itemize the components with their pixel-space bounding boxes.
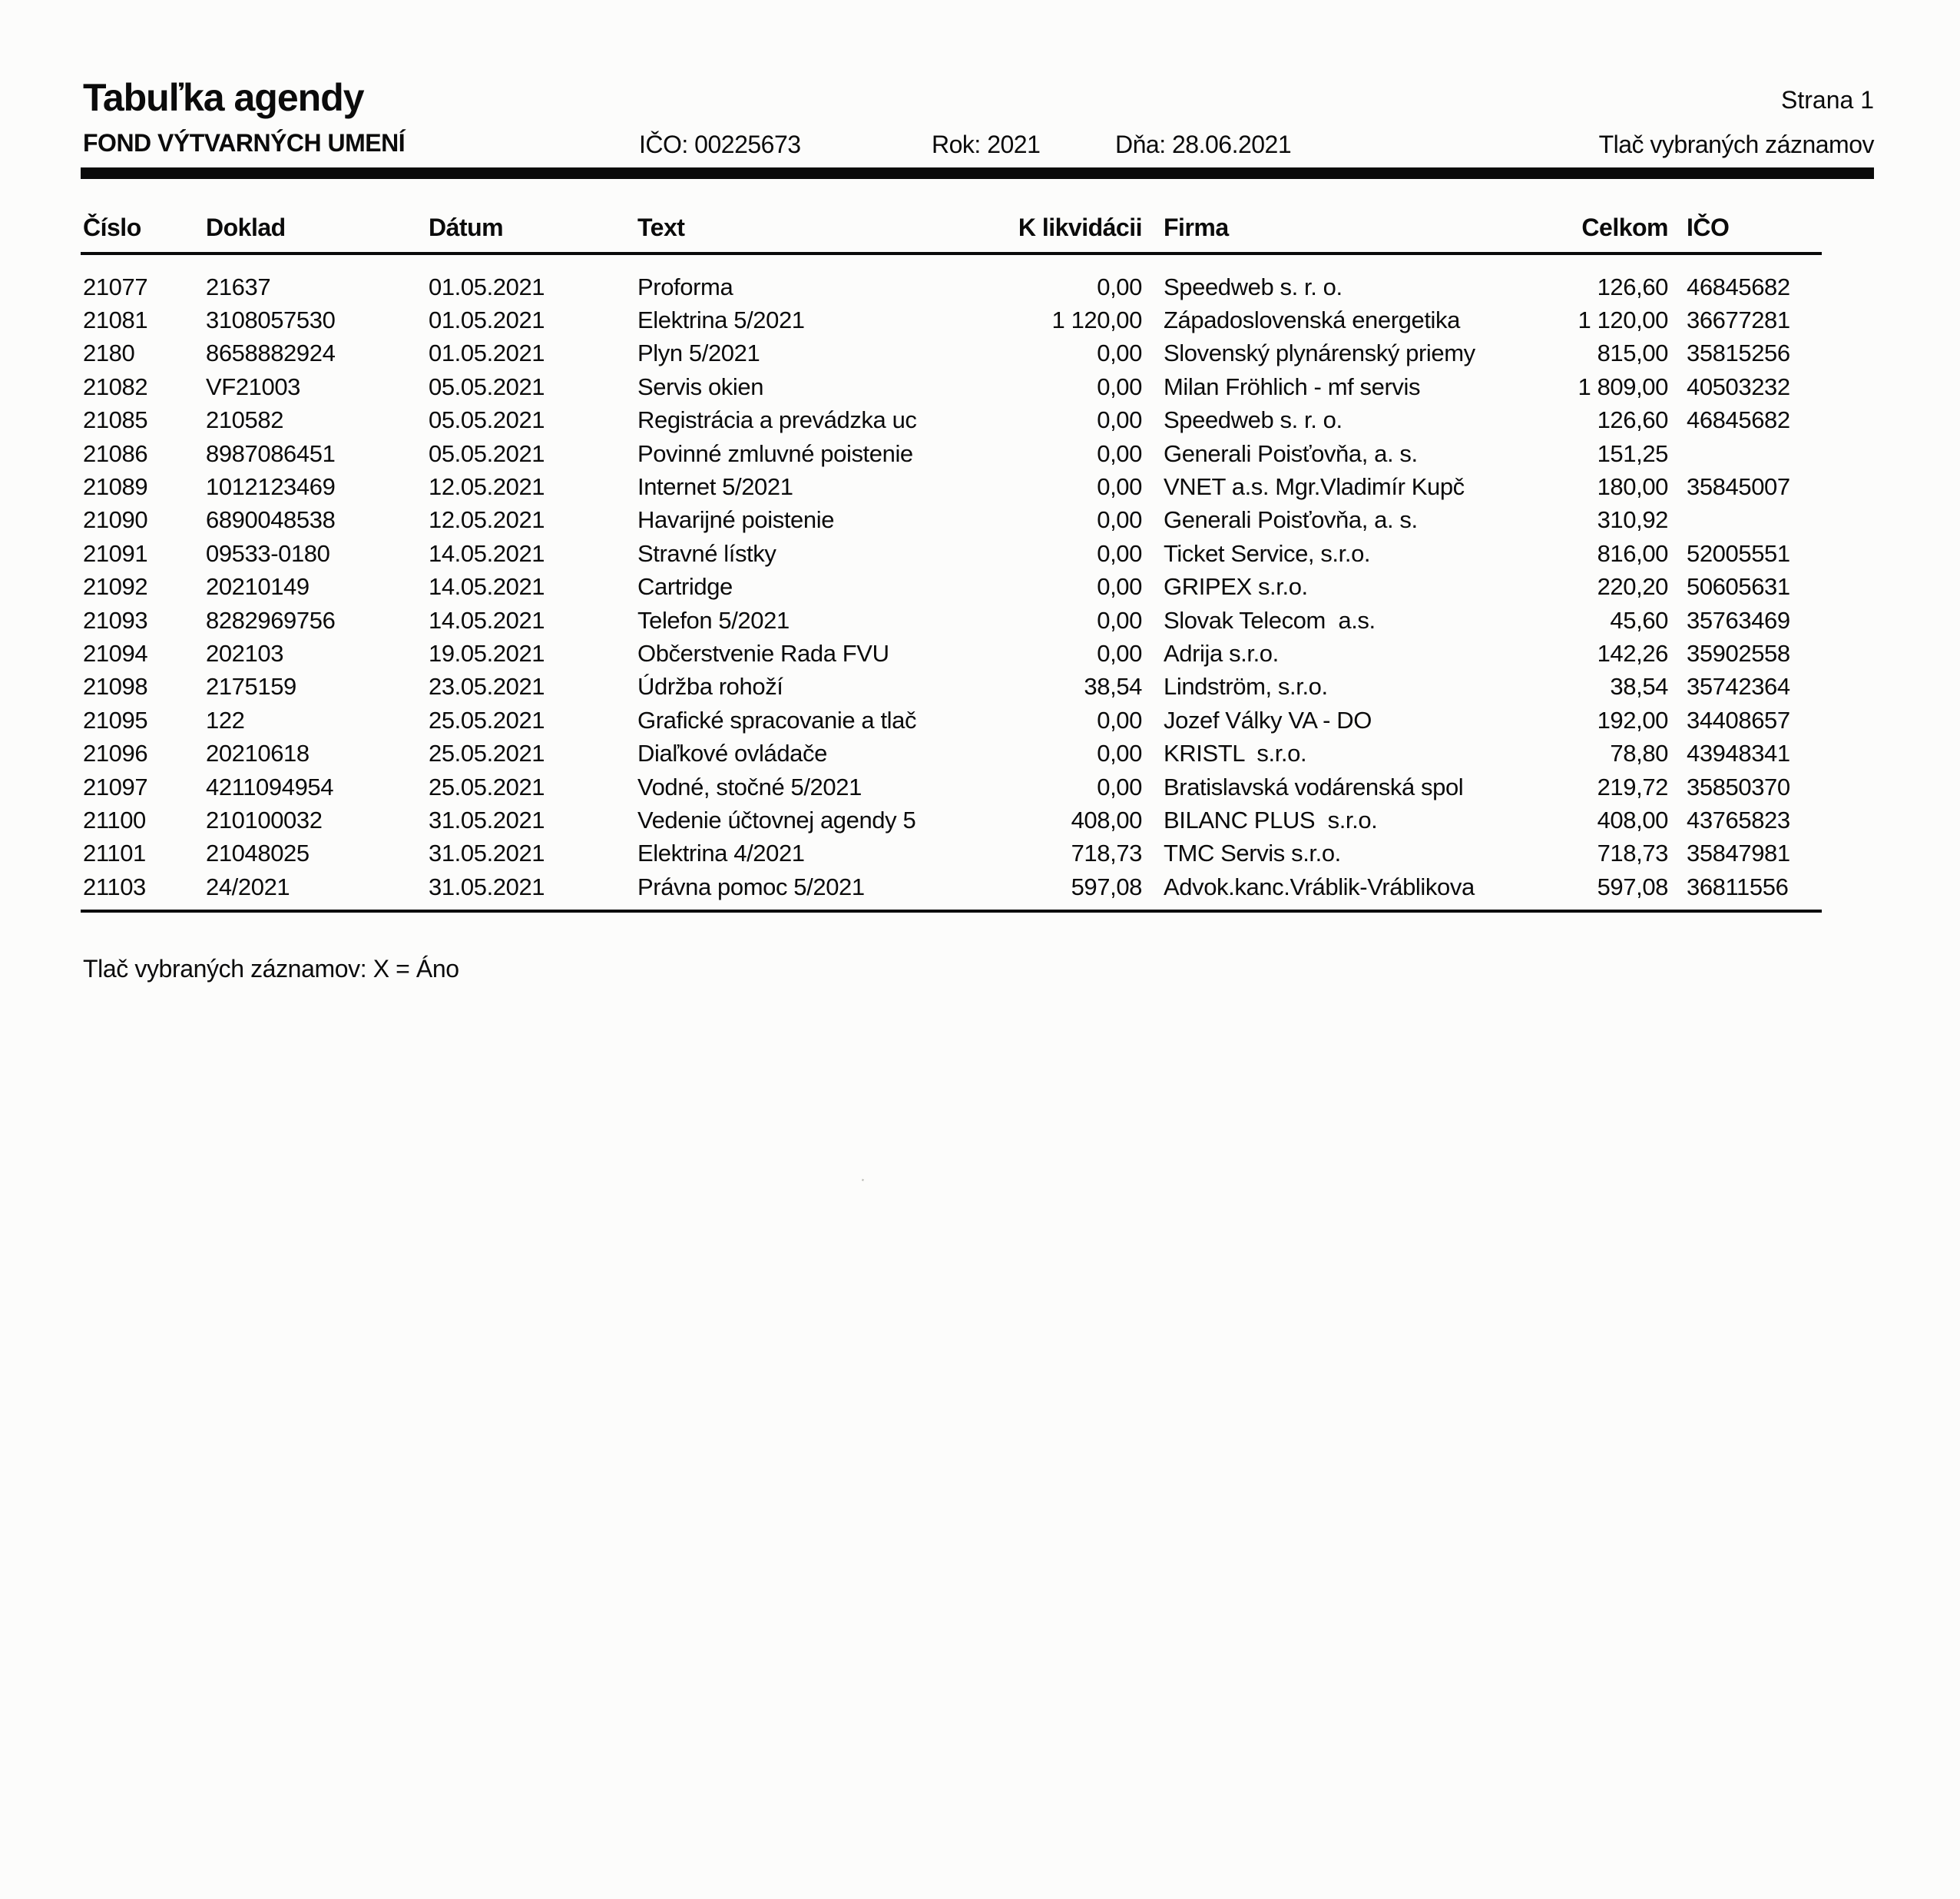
cell-ico: 43765823	[1687, 806, 1790, 834]
cell-firma: Lindström, s.r.o.	[1164, 673, 1328, 701]
cell-text: Stravné lístky	[637, 539, 776, 567]
cell-k-likvidacii: 0,00	[1097, 506, 1142, 534]
cell-firma: Slovenský plynárenský priemy	[1164, 340, 1475, 367]
cell-celkom: 219,72	[1597, 773, 1668, 800]
cell-doklad: 8658882924	[206, 340, 336, 367]
table-row	[81, 437, 1822, 470]
cell-ico: 34408657	[1687, 706, 1790, 734]
cell-datum: 19.05.2021	[429, 639, 545, 667]
cell-ico: 36811556	[1687, 873, 1789, 900]
cell-celkom: 180,00	[1597, 473, 1668, 501]
cell-k-likvidacii: 718,73	[1071, 840, 1142, 867]
cell-celkom: 718,73	[1597, 840, 1668, 867]
cell-ico: 43948341	[1687, 740, 1790, 767]
cell-datum: 25.05.2021	[429, 773, 545, 800]
cell-text: Diaľkové ovládače	[637, 740, 827, 767]
rok-label: Rok:	[932, 131, 981, 158]
cell-ico: 50605631	[1687, 573, 1790, 601]
cell-celkom: 126,60	[1597, 406, 1668, 434]
cell-text: Elektrina 4/2021	[637, 840, 805, 867]
table-row	[81, 671, 1822, 704]
cell-celkom: 597,08	[1597, 873, 1668, 900]
cell-datum: 01.05.2021	[429, 273, 545, 300]
cell-doklad: 1012123469	[206, 473, 336, 501]
table-row	[81, 870, 1822, 903]
table-row	[81, 804, 1822, 837]
cell-k-likvidacii: 0,00	[1097, 606, 1142, 634]
cell-k-likvidacii: 1 120,00	[1051, 307, 1142, 334]
cell-datum: 01.05.2021	[429, 307, 545, 334]
cell-cislo: 21098	[83, 673, 148, 701]
table-bottom-rule	[81, 910, 1822, 913]
cell-datum: 25.05.2021	[429, 706, 545, 734]
cell-text: Údržba rohoží	[637, 673, 783, 701]
cell-k-likvidacii: 0,00	[1097, 539, 1142, 567]
cell-celkom: 408,00	[1597, 806, 1668, 834]
cell-celkom: 815,00	[1597, 340, 1668, 367]
cell-doklad: 4211094954	[206, 773, 334, 800]
cell-datum: 14.05.2021	[429, 606, 545, 634]
cell-doklad: 21637	[206, 273, 271, 300]
table-row	[81, 404, 1822, 437]
cell-firma: Jozef Války VA - DO	[1164, 706, 1372, 734]
cell-text: Elektrina 5/2021	[637, 307, 805, 334]
cell-text: Grafické spracovanie a tlač	[637, 706, 917, 734]
cell-cislo: 21093	[83, 606, 148, 634]
cell-cislo: 21082	[83, 373, 148, 400]
cell-celkom: 1 120,00	[1578, 307, 1668, 334]
cell-celkom: 816,00	[1597, 539, 1668, 567]
cell-datum: 05.05.2021	[429, 373, 545, 400]
cell-ico: 40503232	[1687, 373, 1790, 400]
ico-label: IČO:	[639, 131, 688, 158]
cell-ico: 35902558	[1687, 639, 1790, 667]
cell-firma: Advok.kanc.Vráblik-Vráblikova	[1164, 873, 1475, 900]
cell-cislo: 21091	[83, 539, 148, 567]
cell-cislo: 21100	[83, 806, 146, 834]
cell-doklad: 6890048538	[206, 506, 336, 534]
cell-firma: Ticket Service, s.r.o.	[1164, 539, 1371, 567]
cell-datum: 01.05.2021	[429, 340, 545, 367]
cell-k-likvidacii: 0,00	[1097, 639, 1142, 667]
cell-firma: Speedweb s. r. o.	[1164, 273, 1343, 300]
cell-doklad: 09533-0180	[206, 539, 330, 567]
cell-doklad: 2175159	[206, 673, 296, 701]
cell-k-likvidacii: 0,00	[1097, 273, 1142, 300]
cell-ico: 35763469	[1687, 606, 1790, 634]
cell-doklad: VF21003	[206, 373, 301, 400]
cell-datum: 31.05.2021	[429, 873, 545, 900]
cell-text: Právna pomoc 5/2021	[637, 873, 865, 900]
cell-datum: 05.05.2021	[429, 406, 545, 434]
cell-firma: Milan Fröhlich - mf servis	[1164, 373, 1421, 400]
cell-k-likvidacii: 0,00	[1097, 740, 1142, 767]
cell-celkom: 1 809,00	[1578, 373, 1668, 400]
cell-doklad: 8987086451	[206, 439, 336, 467]
cell-celkom: 220,20	[1597, 573, 1668, 601]
cell-datum: 25.05.2021	[429, 740, 545, 767]
cell-celkom: 192,00	[1597, 706, 1668, 734]
scan-artifact: ·	[858, 1168, 868, 1189]
ico-field	[639, 131, 801, 159]
cell-doklad: 24/2021	[206, 873, 290, 900]
table-row	[81, 837, 1822, 870]
page-number: Strana 1	[1781, 86, 1874, 114]
cell-datum: 12.05.2021	[429, 506, 545, 534]
cell-k-likvidacii: 408,00	[1071, 806, 1142, 834]
table-header-row	[81, 214, 1822, 242]
cell-firma: Západoslovenská energetika	[1164, 307, 1460, 334]
cell-cislo: 21085	[83, 406, 148, 434]
cell-text: Plyn 5/2021	[637, 340, 760, 367]
cell-datum: 05.05.2021	[429, 439, 545, 467]
cell-datum: 14.05.2021	[429, 573, 545, 601]
cell-ico: 35847981	[1687, 840, 1790, 867]
table-row	[81, 704, 1822, 737]
cell-firma: Generali Poisťovňa, a. s.	[1164, 506, 1418, 534]
cell-text: Internet 5/2021	[637, 473, 793, 501]
cell-cislo: 21086	[83, 439, 148, 467]
cell-firma: Slovak Telecom a.s.	[1164, 606, 1376, 634]
cell-cislo: 21081	[83, 307, 148, 334]
table-row	[81, 370, 1822, 403]
table-row	[81, 504, 1822, 537]
cell-text: Povinné zmluvné poistenie	[637, 439, 913, 467]
cell-datum: 12.05.2021	[429, 473, 545, 501]
table-row	[81, 270, 1822, 303]
cell-datum: 31.05.2021	[429, 840, 545, 867]
cell-doklad: 20210149	[206, 573, 310, 601]
table-row	[81, 470, 1822, 503]
cell-doklad: 8282969756	[206, 606, 336, 634]
cell-ico: 52005551	[1687, 539, 1790, 567]
table-row	[81, 637, 1822, 670]
cell-text: Cartridge	[637, 573, 733, 601]
column-header-doklad: Doklad	[206, 214, 286, 241]
table-row	[81, 571, 1822, 604]
cell-cislo: 21094	[83, 639, 148, 667]
cell-k-likvidacii: 0,00	[1097, 706, 1142, 734]
page-title: Tabuľka agendy	[83, 76, 364, 119]
cell-doklad: 202103	[206, 639, 284, 667]
cell-cislo: 21095	[83, 706, 148, 734]
cell-celkom: 126,60	[1597, 273, 1668, 300]
cell-firma: TMC Servis s.r.o.	[1164, 840, 1341, 867]
header-rule	[81, 167, 1874, 179]
print-mode-label: Tlač vybraných záznamov	[1598, 131, 1874, 158]
cell-cislo: 21089	[83, 473, 148, 501]
table-row	[81, 303, 1822, 336]
cell-k-likvidacii: 0,00	[1097, 406, 1142, 434]
ico-value: 00225673	[694, 131, 801, 158]
cell-doklad: 210582	[206, 406, 284, 434]
cell-ico: 46845682	[1687, 406, 1790, 434]
cell-k-likvidacii: 0,00	[1097, 473, 1142, 501]
cell-datum: 31.05.2021	[429, 806, 545, 834]
cell-text: Havarijné poistenie	[637, 506, 835, 534]
cell-doklad: 210100032	[206, 806, 323, 834]
table-row	[81, 604, 1822, 637]
cell-cislo: 21096	[83, 740, 148, 767]
footer-note: Tlač vybraných záznamov: X = Áno	[83, 955, 459, 983]
table-body	[81, 270, 1822, 903]
cell-firma: Bratislavská vodárenská spol	[1164, 773, 1464, 800]
cell-text: Telefon 5/2021	[637, 606, 790, 634]
cell-firma: BILANC PLUS s.r.o.	[1164, 806, 1378, 834]
cell-text: Vedenie účtovnej agendy 5	[637, 806, 916, 834]
cell-firma: Speedweb s. r. o.	[1164, 406, 1343, 434]
cell-cislo: 21090	[83, 506, 148, 534]
cell-firma: VNET a.s. Mgr.Vladimír Kupč	[1164, 473, 1465, 501]
cell-ico: 35850370	[1687, 773, 1790, 800]
cell-cislo: 2180	[83, 340, 135, 367]
dna-field	[1115, 131, 1291, 159]
org-name: FOND VÝTVARNÝCH UMENÍ	[83, 129, 406, 157]
cell-doklad: 20210618	[206, 740, 310, 767]
cell-firma: GRIPEX s.r.o.	[1164, 573, 1308, 601]
cell-cislo: 21103	[83, 873, 146, 900]
cell-datum: 23.05.2021	[429, 673, 545, 701]
column-header-ico: IČO	[1687, 214, 1730, 241]
cell-k-likvidacii: 38,54	[1084, 673, 1142, 701]
cell-celkom: 142,26	[1597, 639, 1668, 667]
table-row	[81, 337, 1822, 370]
cell-k-likvidacii: 0,00	[1097, 340, 1142, 367]
cell-ico: 35742364	[1687, 673, 1790, 701]
rok-value: 2021	[987, 131, 1041, 158]
dna-label: Dňa:	[1115, 131, 1166, 158]
cell-firma: Adrija s.r.o.	[1164, 639, 1279, 667]
cell-ico: 35815256	[1687, 340, 1790, 367]
cell-celkom: 38,54	[1610, 673, 1668, 701]
cell-k-likvidacii: 0,00	[1097, 373, 1142, 400]
cell-doklad: 21048025	[206, 840, 310, 867]
cell-text: Servis okien	[637, 373, 764, 400]
cell-celkom: 78,80	[1610, 740, 1668, 767]
cell-ico: 46845682	[1687, 273, 1790, 300]
column-header-k-likvidacii: K likvidácii	[1018, 214, 1142, 241]
cell-cislo: 21092	[83, 573, 148, 601]
cell-celkom: 310,92	[1597, 506, 1668, 534]
spacer	[981, 131, 987, 158]
table-row	[81, 771, 1822, 804]
column-header-celkom: Celkom	[1581, 214, 1668, 241]
cell-cislo: 21097	[83, 773, 148, 800]
dna-value: 28.06.2021	[1171, 131, 1292, 158]
table-row	[81, 737, 1822, 770]
cell-ico: 36677281	[1687, 307, 1790, 334]
cell-text: Proforma	[637, 273, 733, 300]
spacer	[1166, 131, 1172, 158]
cell-firma: Generali Poisťovňa, a. s.	[1164, 439, 1418, 467]
table-row	[81, 537, 1822, 570]
column-header-text: Text	[637, 214, 685, 241]
cell-text: Vodné, stočné 5/2021	[637, 773, 862, 800]
column-header-datum: Dátum	[429, 214, 504, 241]
cell-k-likvidacii: 0,00	[1097, 573, 1142, 601]
cell-text: Registrácia a prevádzka uc	[637, 406, 917, 434]
cell-firma: KRISTL s.r.o.	[1164, 740, 1307, 767]
column-header-firma: Firma	[1164, 214, 1229, 241]
cell-cislo: 21077	[83, 273, 148, 300]
table-header-underline	[81, 252, 1822, 255]
rok-field	[932, 131, 1040, 159]
spacer	[688, 131, 694, 158]
cell-text: Občerstvenie Rada FVU	[637, 639, 889, 667]
cell-datum: 14.05.2021	[429, 539, 545, 567]
cell-celkom: 45,60	[1610, 606, 1668, 634]
cell-ico: 35845007	[1687, 473, 1790, 501]
cell-doklad: 3108057530	[206, 307, 336, 334]
cell-cislo: 21101	[83, 840, 146, 867]
cell-k-likvidacii: 0,00	[1097, 439, 1142, 467]
cell-celkom: 151,25	[1597, 439, 1668, 467]
cell-k-likvidacii: 597,08	[1071, 873, 1142, 900]
cell-k-likvidacii: 0,00	[1097, 773, 1142, 800]
cell-doklad: 122	[206, 706, 245, 734]
column-header-cislo: Číslo	[83, 214, 141, 241]
